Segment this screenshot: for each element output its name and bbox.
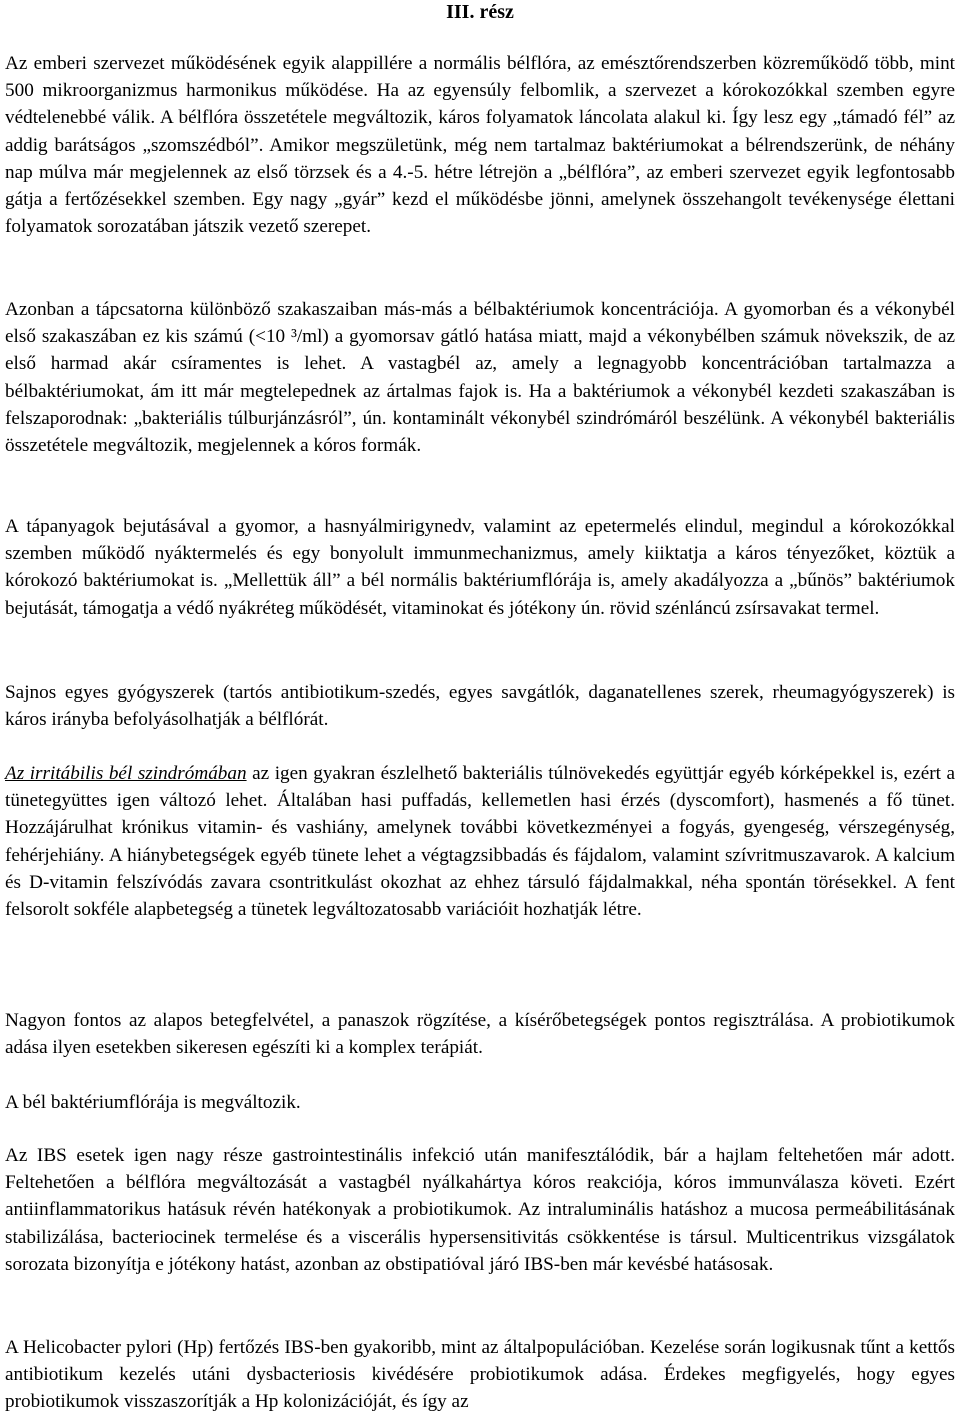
paragraph-3: A tápanyagok bejutásával a gyomor, a hasnyálmirigynedv, valamint az epetermelés elindul, megindul a kórokozókkal szemben működő nyáktermelés és egy bonyolult immunmechanizmus, amely kiiktatja a káros tényezőket, köztük a kórokozó baktériumokat is. „Mellettük áll” a bél normális baktériumflórája is, amely akadályozza a „bűnös” baktériumok bejutását, támogatja a védő nyákréteg működését, vitaminokat és jótékony ún. rövid szénláncú zsírsavakat termel.: [5, 516, 955, 619]
paragraph-9: A Helicobacter pylori (Hp) fertőzés IBS-ben gyakoribb, mint az általpopulációban. Kezelése során logikusnak tűnt a kettős antibiotikum kezelés utáni dysbacteriosis kivédésére probiotikumok adása. Érdekes megfigyelés, hogy egyes probiotikumok visszaszorítják a Hp kolonizációját, és így az: [5, 1337, 955, 1413]
paragraph-5-body: az igen gyakran észlelhető bakteriális túlnövekedés együttjár egyéb kórképekkel is, ezért a tünetegyüttes igen változó lehet. Általában hasi puffadás, kellemetlen hasi érzés (dyscomfort), hasmenés a fő tünet. Hozzájárulhat krónikus vitamin- és vashiány, amelynek további következményei a fogyás, gyengeség, vérszegénység, fehérjehiány. A hiánybetegségek egyéb tünete lehet a végtagzsibbadás és fájdalom, valamint szívritmuszavarok. A kalcium és D-vitamin felszívódás zavara csontritkulást okozhat az ehhez társuló fájdalmakkal, néha spontán törésekkel. A fent felsorolt sokféle alapbetegség a tünetek legváltozatosabb variációit hozhatják létre.: [5, 763, 955, 921]
paragraph-7: A bél baktériumflórája is megváltozik.: [5, 1092, 301, 1113]
paragraph-5: [5, 760, 955, 923]
paragraph-8: Az IBS esetek igen nagy része gastrointestinális infekció után manifesztálódik, bár a hajlam feltehetően már adott. Feltehetően a bélflóra megváltozását a vastagbél nyálkahártya kóros reakciója, kóros immunválasza követi. Ezért antiinflammatorikus hatásuk révén hatékonyak a probiotikumok. Az intraluminális hatáshoz a mucosa permeábilitásának stabilizálása, bacteriocinek termelése és a viscerális hypersensitivitás csökkentése is társul. Multicentrikus vizsgálatok sorozata bizonyítja e jótékony hatást, azonban az obstipatióval járó IBS-ben már kevésbé hatásosak.: [5, 1145, 955, 1275]
paragraph-6: Nagyon fontos az alapos betegfelvétel, a panaszok rögzítése, a kísérőbetegségek pontos regisztrálása. A probiotikumok adása ilyen esetekben sikeresen egészíti ki a komplex terápiát.: [5, 1010, 955, 1059]
paragraph-1: Az emberi szervezet működésének egyik alappillére a normális bélflóra, az emésztőrendszerben közreműködő több, mint 500 mikroorganizmus harmonikus működése. Ha az egyensúly felbomlik, a szervezet a kórokozókkal szemben egyre védtelenebbé válik. A bélflóra összetétele megváltozik, káros folyamatok láncolata alakul ki. Így lesz egy „támadó fél” az addig barátságos „szomszédból”. Amikor megszületünk, még nem tartalmaz baktériumokat a bélrendszerünk, de néhány nap múlva már megjelennek az első törzsek és a 4.-5. hétre létrejön a „bélflóra”, az emberi szervezet egyik legfontosabb gátja a fertőzésekkel szemben. Egy nagy „gyár” kezd el működésbe jönni, amelynek összehangolt tevékenysége élettani folyamatok sorozatában játszik vezető szerepet.: [5, 53, 955, 238]
paragraph-4: Sajnos egyes gyógyszerek (tartós antibiotikum-szedés, egyes savgátlók, daganatellenes szerek, rheumagyógyszerek) is káros irányba befolyásolhatják a bélflórát.: [5, 682, 955, 731]
paragraph-2: Azonban a tápcsatorna különböző szakaszaiban más-más a bélbaktériumok koncentrációja. A gyomorban és a vékonybél első szakaszában ez kis számú (<10 ³/ml) a gyomorsav gátló hatása miatt, majd a vékonybélben számuk növekszik, de az első harmad akár csíramentes is lehet. A vastagbél az, amely a legnagyobb koncentrációban tartalmazza a bélbaktériumokat, ám itt már megtelepednek az ártalmas fajok is. Ha a baktériumok a vékonybél kezdeti szakaszában is felszaporodnak: „bakteriális túlburjánzásról”, ún. kontaminált vékonybél szindrómáról beszélünk. A vékonybél bakteriális összetétele megváltozik, megjelennek a kóros formák.: [5, 299, 955, 457]
section-heading: III. rész: [446, 1, 514, 23]
paragraph-5-lead: Az irritábilis bél szindrómában: [5, 763, 247, 784]
